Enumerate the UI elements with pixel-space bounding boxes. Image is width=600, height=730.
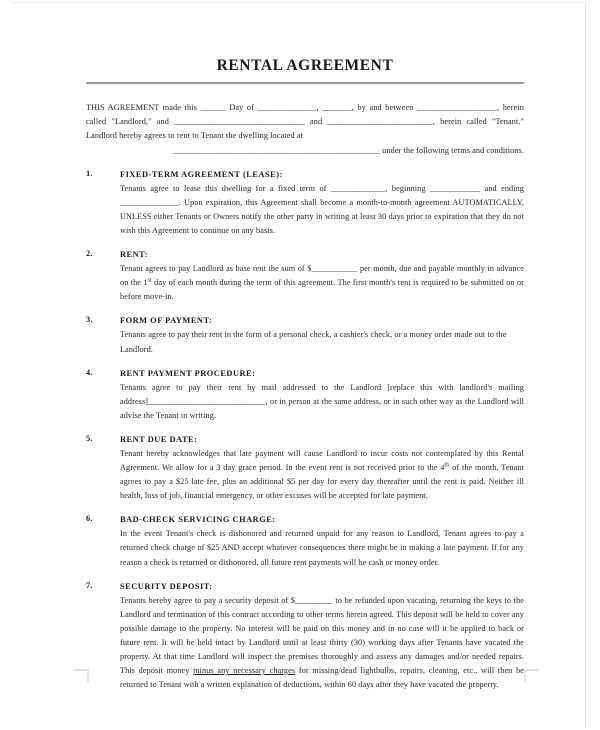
section-heading: RENT DUE DATE: [120, 434, 198, 444]
ordinal-suffix: th [444, 462, 450, 469]
section-body: Tenants agree to pay their rent in the form of a personal check, a cashier's check, or a money order made out to the Landlord. [120, 330, 507, 354]
document-page [12, 2, 586, 728]
crop-mark-bottom-left [74, 669, 89, 682]
section-form-of-payment [86, 315, 524, 356]
section-rent-due-date [86, 434, 524, 503]
title-divider [86, 82, 524, 84]
section-heading: FIXED-TERM AGREEMENT (LEASE): [120, 169, 283, 179]
section-security-deposit [86, 581, 524, 693]
section-body-part-1: Tenants hereby agree to pay a security deposit of $_________ to be refunded upon vacating, returning the keys to the Landlord and termination of this contract according to other terms herein agreed. This deposit will be held to cover any possible damage to the property. No interest will be paid on this money and in no case will it be applied to back or future rent. It will be held intact by Landlord until at least thirty (30) working days after Tenants have vacated the property. At that time Landlord will inspect the premises thoroughly and assess any damages and/or needed repairs. This deposit money [120, 595, 524, 676]
section-number: 7. [86, 580, 93, 590]
section-heading: FORM OF PAYMENT: [120, 316, 213, 326]
section-number: 4. [86, 367, 93, 377]
section-body: Tenants agree to lease this dwelling for a fixed term of _____________, beginning ____________ and ending ______________. Upon expiration, this Agreement shall become a month-to-month agreement AUTOMATICALLY, UNLESS either Tenants or Owners notify the other party in writing at least 30 days prior to expiration that they do not wish this Agreement to continue on any basis. [120, 183, 524, 236]
section-heading: SECURITY DEPOSIT: [120, 581, 213, 591]
section-body [120, 262, 524, 304]
preamble-line-1: THIS AGREEMENT made this ______ Day of ______________, _______, by and between ___________________, [86, 103, 500, 112]
section-number: 6. [86, 514, 93, 524]
section-number: 5. [86, 433, 93, 443]
section-heading: BAD-CHECK SERVICING CHARGE: [120, 515, 276, 525]
section-body-part-1: Tenant hereby acknowledges that late payment will cause Landlord to incur costs not contemplated by this Rental Agreement. We allow for a 3 day grace period. In the event rent is not received prior to the 4 [120, 448, 524, 473]
section-body-underlined-clause: minus any necessary charges [193, 666, 296, 676]
section-body: Tenants agree to pay their rent by mail addressed to the Landlord [replace this with landlord's mailing address]____________________________, or in person at the same address, or in such other way as the Landlord will advise the Tenant in writing. [120, 382, 524, 420]
section-fixed-term-agreement [86, 169, 524, 238]
section-bad-check-servicing-charge [86, 514, 524, 569]
section-body-part-2: for missing/dead lightbulbs, repairs, cleaning, etc., will then be returned to Tenant with a written explanation of deductions, within 60 days after they have vacated the property. [120, 666, 524, 690]
section-body-part-2: of the month, Tenant agrees to pay a $25 late fee, plus an additional $5 per day for every day thereafter until the rent is paid. Neither ill health, loss of job, financial emergency, or other excuses will be accepted for late payment. [120, 463, 524, 501]
preamble-paragraph [86, 101, 524, 158]
section-rent-payment-procedure [86, 368, 524, 423]
section-number: 3. [86, 315, 93, 325]
crop-mark-bottom-right [524, 669, 539, 682]
preamble-line-4: _________________________________________________ under the following terms and conditions. [173, 145, 524, 155]
preamble-line-3: called "Tenant." Landlord hereby agrees to rent to Tenant the dwelling located at [86, 117, 524, 141]
page-title: RENTAL AGREEMENT [216, 57, 394, 74]
section-body [120, 447, 524, 503]
section-body: In the event Tenant's check is dishonored and returned unpaid for any reason to Landlord, Tenant agrees to pay a returned check charge of $25 AND accept whatever consequences there might be in making a late payment. If for any reason a check is returned or dishonored, all future rent payments will be cash or money order. [120, 529, 524, 567]
section-rent [86, 249, 524, 304]
document-content [86, 57, 524, 692]
section-body-part-2: day of each month during the term of this agreement. The first month's rent is required to be submitted on or before move-in. [120, 278, 524, 302]
preamble-line-2: herein called "Landlord," and _______________________________ and _________________________, herein [86, 103, 525, 127]
section-heading: RENT: [120, 250, 148, 260]
section-number: 1. [86, 168, 93, 178]
section-heading: RENT PAYMENT PROCEDURE: [120, 368, 256, 378]
section-number: 2. [86, 249, 93, 259]
ordinal-suffix: st [147, 277, 152, 284]
section-body-part-1: Tenant agrees to pay Landlord as base rent the sum of $___________ per month, due and payable monthly in advance on the 1 [120, 264, 524, 288]
section-body [120, 594, 524, 693]
